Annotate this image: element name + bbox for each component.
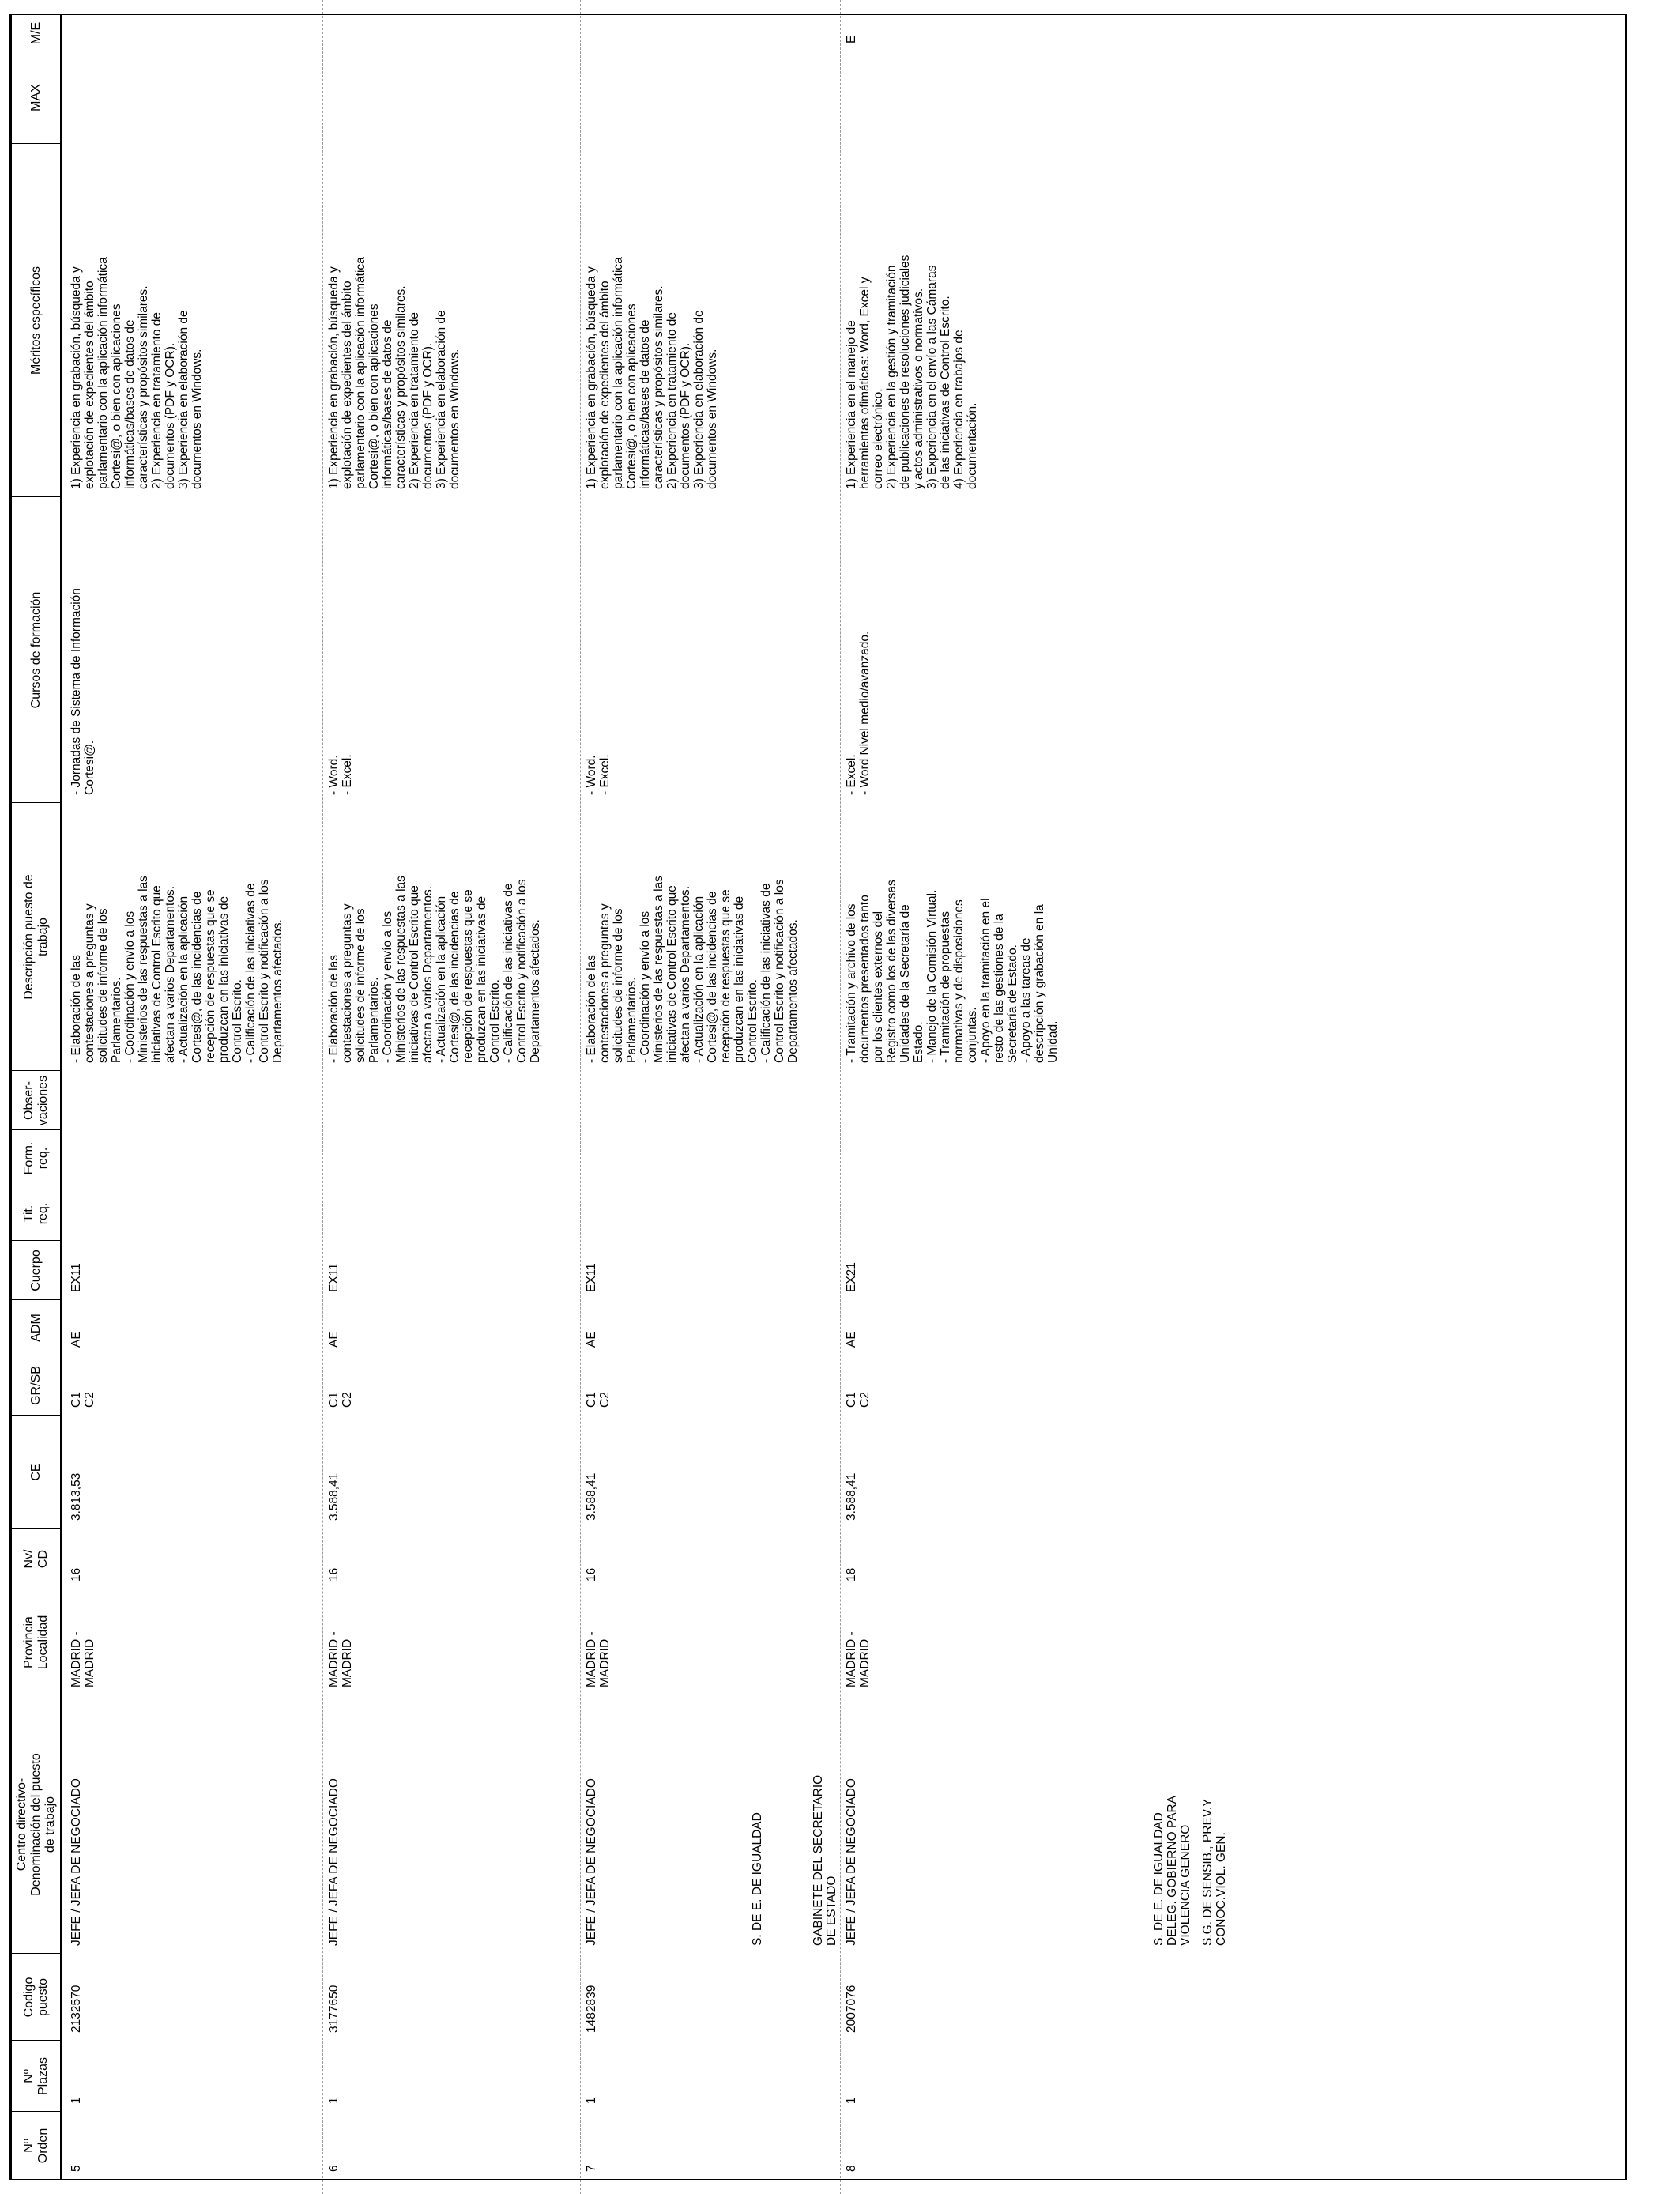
header-grupo — [13, 1355, 60, 1416]
cell-nivel: 16 — [585, 1567, 598, 1581]
header-plazas — [13, 2041, 60, 2112]
header-plazas-label: Nº Plazas — [22, 2056, 50, 2096]
header-codigo — [13, 1954, 60, 2041]
section-heading-sede: S. DE E. DE IGUALDAD — [751, 1812, 764, 1946]
cell-adm: AE — [327, 1331, 341, 1348]
header-descripcion-label: Descripción puesto de trabajo — [22, 874, 50, 1000]
cell-orden: 5 — [70, 2165, 83, 2172]
header-centro-label: Centro directivo- Denominación del puesto de trabajo — [15, 1753, 57, 1896]
header-formacion-label: Form. req. — [22, 1141, 50, 1175]
cell-orden: 8 — [845, 2165, 858, 2172]
cell-descripcion: - Tramitación y archivo de los documentos presentados tanto por los clientes externos del Registro como los de las diversas Unidades de la Secretaría de Estado. - Manejo de la Comisión Virtual. - Tramitación de propuestas normativas y de disposiciones conjuntas. - Apoyo en la tramitación en el resto de las gestiones de la Secretaría de Estado. - Apoyo a las tareas de descripción y grabación en la Unidad. — [845, 880, 1060, 1063]
header-max — [13, 51, 60, 144]
cell-plazas: 1 — [585, 2097, 598, 2104]
cell-me: E — [845, 35, 858, 43]
section-heading-gabinete: GABINETE DEL SECRETARIO DE ESTADO — [812, 1774, 838, 1946]
cell-orden: 6 — [327, 2165, 341, 2172]
cell-meritos: 1) Experiencia en grabación, búsqueda y explotación de expedientes del ámbito parlamentario con la aplicación informática Cortesi@, o bien con aplicaciones informáticas/bases de datos de características y propósitos similares. 2) Experiencia en tratamiento de documentos (PDF y OCR). 3) Experiencia en elaboración de documentos en Windows. — [585, 257, 719, 489]
table-bottom-rule — [1625, 14, 1627, 2180]
header-titulacion-label: Tit. req. — [22, 1202, 50, 1225]
header-meritos-label: Méritos específicos — [29, 266, 43, 375]
cell-cuerpo: EX21 — [845, 1262, 858, 1292]
cell-orden: 7 — [585, 2165, 598, 2172]
table-top-rule — [9, 14, 12, 2180]
header-grupo-label: GR/SB — [29, 1366, 43, 1405]
header-observaciones — [13, 1071, 60, 1130]
cell-denominacion: JEFE / JEFA DE NEGOCIADO — [327, 1778, 341, 1946]
row-separator — [840, 0, 841, 2194]
cell-cursos: - Jornadas de Sistema de Información Cortesi@. — [70, 588, 96, 795]
cell-denominacion: JEFE / JEFA DE NEGOCIADO — [845, 1778, 858, 1946]
frame-right-edge — [9, 14, 1627, 15]
header-adm-label: ADM — [29, 1314, 43, 1342]
cell-denominacion: JEFE / JEFA DE NEGOCIADO — [585, 1778, 598, 1946]
cell-ce: 3.813,53 — [70, 1472, 83, 1521]
header-me-label: M/E — [29, 21, 43, 45]
frame-left-edge — [9, 2179, 1627, 2180]
header-cursos — [13, 497, 60, 803]
header-cursos-label: Cursos de formación — [29, 591, 43, 709]
cell-codigo: 3177650 — [327, 1985, 341, 2033]
cell-grupo: C1 C2 — [327, 1392, 354, 1408]
cell-meritos: 1) Experiencia en grabación, búsqueda y explotación de expedientes del ámbito parlamentario con la aplicación informática Cortesi@, o bien con aplicaciones informáticas/bases de datos de características y propósitos similares. 2) Experiencia en tratamiento de documentos (PDF y OCR). 3) Experiencia en elaboración de documentos en Windows. — [70, 257, 204, 489]
cell-nivel: 16 — [327, 1567, 341, 1581]
row-separator — [580, 0, 581, 2194]
cell-cursos: - Excel. - Word Nivel medio/avanzado. — [845, 631, 872, 795]
header-titulacion — [13, 1186, 60, 1241]
header-adm — [13, 1300, 60, 1355]
cell-grupo: C1 C2 — [585, 1392, 612, 1408]
cell-codigo: 1482839 — [585, 1985, 598, 2033]
header-max-label: MAX — [29, 84, 43, 111]
header-cuerpo-label: Cuerpo — [29, 1250, 43, 1291]
row-separator — [322, 0, 323, 2194]
cell-descripcion: - Elaboración de las contestaciones a preguntas y solicitudes de informe de los Parlamentarios. - Coordinación y envío a los Ministerios de las respuestas a las iniciativas de Control Escrito que afectan a varios Departamentos. - Actualización en la aplicación Cortesi@, de las incidencias de recepción de respuestas que se produzcan en las iniciativas de Control Escrito. - Calificación de las iniciativas de Control Escrito y notificación a los Departamentos afectados. — [70, 876, 284, 1063]
cell-cursos: - Word. - Excel. — [327, 754, 354, 795]
header-nivel-label: Nv/ CD — [22, 1549, 50, 1569]
cell-provincia: MADRID - MADRID — [845, 1631, 872, 1687]
header-orden — [13, 2112, 60, 2180]
cell-plazas: 1 — [70, 2097, 83, 2104]
cell-nivel: 18 — [845, 1567, 858, 1581]
cell-codigo: 2132570 — [70, 1985, 83, 2033]
header-centro — [13, 1695, 60, 1954]
cell-cuerpo: EX11 — [585, 1263, 598, 1292]
cell-provincia: MADRID - MADRID — [327, 1631, 354, 1687]
cell-adm: AE — [70, 1331, 83, 1348]
header-formacion — [13, 1130, 60, 1186]
header-descripcion — [13, 803, 60, 1071]
header-meritos — [13, 144, 60, 497]
cell-cuerpo: EX11 — [70, 1263, 83, 1292]
cell-meritos: 1) Experiencia en grabación, búsqueda y explotación de expedientes del ámbito parlamentario con la aplicación informática Cortesi@, o bien con aplicaciones informáticas/bases de datos de características y propósitos similares. 2) Experiencia en tratamiento de documentos (PDF y OCR). 3) Experiencia en elaboración de documentos en Windows. — [327, 257, 461, 489]
cell-provincia: MADRID - MADRID — [585, 1631, 612, 1687]
cell-cuerpo: EX11 — [327, 1263, 341, 1292]
cell-provincia: MADRID - MADRID — [70, 1631, 96, 1687]
header-codigo-label: Codigo puesto — [22, 1977, 50, 2018]
cell-meritos: 1) Experiencia en el manejo de herramientas ofimáticas: Word, Excel y correo electrónico. 2) Experiencia en la gestión y tramitación de publicaciones de resoluciones judiciales y actos administrativos o normativos. 3) Experiencia en el envío a las Cámaras de las iniciativas de Control Escrito. 4) Experiencia en trabajos de documentación. — [845, 254, 979, 489]
cell-ce: 3.588,41 — [327, 1472, 341, 1521]
header-nivel — [13, 1529, 60, 1589]
header-observaciones-label: Obser- vaciones — [22, 1075, 50, 1126]
cell-codigo: 2007076 — [845, 1985, 858, 2033]
header-provincia — [13, 1589, 60, 1695]
cell-grupo: C1 C2 — [70, 1392, 96, 1408]
cell-adm: AE — [845, 1331, 858, 1348]
header-me — [13, 15, 60, 51]
header-ce-label: CE — [29, 1463, 43, 1481]
cell-ce: 3.588,41 — [845, 1472, 858, 1521]
header-ce — [13, 1416, 60, 1529]
header-orden-label: Nº Orden — [22, 2128, 50, 2164]
header-bottom-rule — [60, 14, 62, 2180]
section-heading-delegacion: S. DE E. DE IGUALDAD DELEG. GOBIERNO PARA VIOLENCIA GENERO — [1152, 1795, 1192, 1946]
cell-descripcion: - Elaboración de las contestaciones a preguntas y solicitudes de informe de los Parlamentarios. - Coordinación y envío a los Ministerios de las respuestas a las iniciativas de Control Escrito que afectan a varios Departamentos. - Actualización en la aplicación Cortesi@, de las incidencias de recepción de respuestas que se produzcan en las iniciativas de Control Escrito. - Calificación de las iniciativas de Control Escrito y notificación a los Departamentos afectados. — [585, 876, 800, 1063]
section-heading-subdireccion: S.G. DE SENSIB., PREV.Y CONOC.VIOL. GEN. — [1201, 1798, 1228, 1946]
cell-nivel: 16 — [70, 1567, 83, 1581]
cell-plazas: 1 — [327, 2097, 341, 2104]
cell-grupo: C1 C2 — [845, 1392, 872, 1408]
cell-plazas: 1 — [845, 2097, 858, 2104]
header-provincia-label: Provincia Localidad — [22, 1615, 50, 1670]
cell-ce: 3.588,41 — [585, 1472, 598, 1521]
header-cuerpo — [13, 1241, 60, 1300]
cell-descripcion: - Elaboración de las contestaciones a preguntas y solicitudes de informe de los Parlamentarios. - Coordinación y envío a los Ministerios de las respuestas a las iniciativas de Control Escrito que afectan a varios Departamentos. - Actualización en la aplicación Cortesi@, de las incidencias de recepción de respuestas que se produzcan en las iniciativas de Control Escrito. - Calificación de las iniciativas de Control Escrito y notificación a los Departamentos afectados. — [327, 876, 542, 1063]
cell-cursos: - Word. - Excel. — [585, 754, 612, 795]
cell-adm: AE — [585, 1331, 598, 1348]
cell-denominacion: JEFE / JEFA DE NEGOCIADO — [70, 1778, 83, 1946]
